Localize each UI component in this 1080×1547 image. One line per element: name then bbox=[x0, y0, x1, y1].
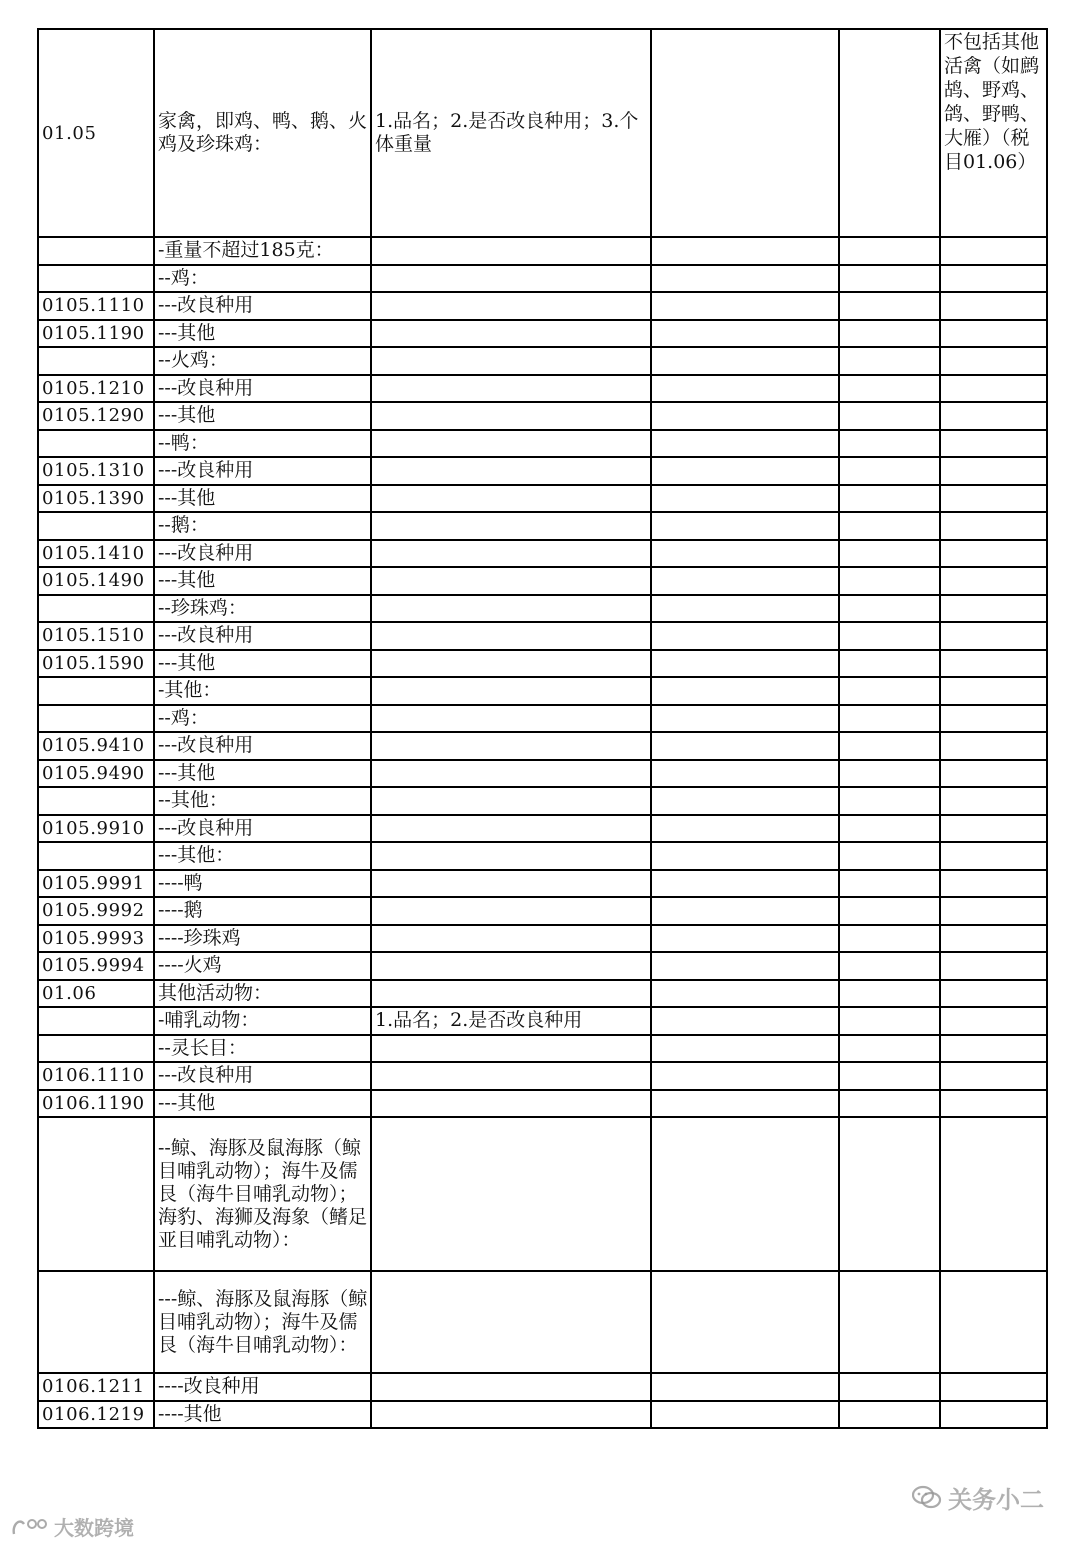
note-cell bbox=[940, 842, 1047, 870]
code-cell bbox=[38, 512, 154, 540]
empty-cell bbox=[839, 512, 940, 540]
table-row bbox=[38, 1271, 1047, 1373]
description-cell: ----其他 bbox=[154, 1401, 371, 1429]
declaration-elements-cell bbox=[371, 980, 651, 1008]
declaration-elements-cell: 1.品名；2.是否改良种用 bbox=[371, 1007, 651, 1035]
description-cell: 其他活动物： bbox=[154, 980, 371, 1008]
declaration-elements-cell bbox=[371, 870, 651, 898]
code-cell: 0106.1219 bbox=[38, 1401, 154, 1429]
note-cell bbox=[940, 705, 1047, 733]
note-cell bbox=[940, 1117, 1047, 1271]
declaration-elements-cell bbox=[371, 1271, 651, 1373]
table-row bbox=[38, 980, 1047, 1008]
empty-cell bbox=[839, 485, 940, 513]
table-row bbox=[38, 292, 1047, 320]
description-cell: ---改良种用 bbox=[154, 540, 371, 568]
brand-logo-icon bbox=[10, 1516, 50, 1538]
declaration-elements-cell bbox=[371, 705, 651, 733]
note-cell bbox=[940, 265, 1047, 293]
note-cell bbox=[940, 512, 1047, 540]
note-cell bbox=[940, 732, 1047, 760]
note-cell bbox=[940, 1401, 1047, 1429]
code-cell: 0105.1290 bbox=[38, 402, 154, 430]
code-cell bbox=[38, 237, 154, 265]
declaration-elements-cell bbox=[371, 897, 651, 925]
code-cell: 0105.9994 bbox=[38, 952, 154, 980]
empty-cell bbox=[651, 237, 839, 265]
note-cell bbox=[940, 1271, 1047, 1373]
empty-cell bbox=[839, 1117, 940, 1271]
empty-cell bbox=[651, 1062, 839, 1090]
description-cell: ---其他 bbox=[154, 320, 371, 348]
declaration-elements-cell bbox=[371, 292, 651, 320]
empty-cell bbox=[651, 787, 839, 815]
note-cell bbox=[940, 292, 1047, 320]
note-cell bbox=[940, 430, 1047, 458]
table-row bbox=[38, 705, 1047, 733]
table-row bbox=[38, 1062, 1047, 1090]
table-row bbox=[38, 1035, 1047, 1063]
table-row bbox=[38, 567, 1047, 595]
description-cell: --鸭： bbox=[154, 430, 371, 458]
empty-cell bbox=[839, 897, 940, 925]
code-cell: 0106.1110 bbox=[38, 1062, 154, 1090]
code-cell: 01.05 bbox=[38, 29, 154, 237]
declaration-elements-cell bbox=[371, 815, 651, 843]
note-cell bbox=[940, 1373, 1047, 1401]
table-row bbox=[38, 512, 1047, 540]
empty-cell bbox=[839, 292, 940, 320]
code-cell bbox=[38, 595, 154, 623]
description-cell: ----改良种用 bbox=[154, 1373, 371, 1401]
note-cell bbox=[940, 815, 1047, 843]
code-cell: 0105.9490 bbox=[38, 760, 154, 788]
code-cell bbox=[38, 347, 154, 375]
empty-cell bbox=[839, 29, 940, 237]
empty-cell bbox=[651, 265, 839, 293]
empty-cell bbox=[651, 29, 839, 237]
table-row bbox=[38, 375, 1047, 403]
description-cell: --灵长目： bbox=[154, 1035, 371, 1063]
watermark-left bbox=[10, 1512, 134, 1541]
note-cell bbox=[940, 457, 1047, 485]
note-cell bbox=[940, 897, 1047, 925]
description-cell: ---其他 bbox=[154, 760, 371, 788]
code-cell: 0105.1310 bbox=[38, 457, 154, 485]
description-cell: --珍珠鸡： bbox=[154, 595, 371, 623]
code-cell bbox=[38, 842, 154, 870]
declaration-elements-cell bbox=[371, 732, 651, 760]
declaration-elements-cell bbox=[371, 677, 651, 705]
table-row bbox=[38, 540, 1047, 568]
empty-cell bbox=[839, 870, 940, 898]
note-cell bbox=[940, 540, 1047, 568]
description-cell: --鹅： bbox=[154, 512, 371, 540]
note-cell bbox=[940, 1035, 1047, 1063]
table-row bbox=[38, 347, 1047, 375]
empty-cell bbox=[839, 705, 940, 733]
empty-cell bbox=[839, 787, 940, 815]
note-cell bbox=[940, 760, 1047, 788]
code-cell bbox=[38, 430, 154, 458]
empty-cell bbox=[651, 457, 839, 485]
empty-cell bbox=[651, 1401, 839, 1429]
code-cell: 0106.1190 bbox=[38, 1090, 154, 1118]
table-row bbox=[38, 732, 1047, 760]
description-cell: ---其他 bbox=[154, 567, 371, 595]
description-cell: -哺乳动物： bbox=[154, 1007, 371, 1035]
empty-cell bbox=[839, 347, 940, 375]
table-row bbox=[38, 1117, 1047, 1271]
empty-cell bbox=[651, 1090, 839, 1118]
table-row bbox=[38, 457, 1047, 485]
empty-cell bbox=[651, 732, 839, 760]
table-row bbox=[38, 265, 1047, 293]
table-row bbox=[38, 815, 1047, 843]
tariff-table bbox=[37, 28, 1048, 1429]
empty-cell bbox=[651, 402, 839, 430]
empty-cell bbox=[839, 1090, 940, 1118]
note-cell bbox=[940, 320, 1047, 348]
code-cell: 0105.1490 bbox=[38, 567, 154, 595]
code-cell: 0105.9993 bbox=[38, 925, 154, 953]
code-cell: 0105.9991 bbox=[38, 870, 154, 898]
table-row bbox=[38, 29, 1047, 237]
declaration-elements-cell bbox=[371, 925, 651, 953]
description-cell: -重量不超过185克： bbox=[154, 237, 371, 265]
table-row bbox=[38, 1007, 1047, 1035]
empty-cell bbox=[839, 650, 940, 678]
empty-cell bbox=[839, 760, 940, 788]
table-row bbox=[38, 842, 1047, 870]
empty-cell bbox=[651, 430, 839, 458]
note-cell bbox=[940, 237, 1047, 265]
note-cell bbox=[940, 1007, 1047, 1035]
empty-cell bbox=[651, 925, 839, 953]
declaration-elements-cell bbox=[371, 952, 651, 980]
code-cell: 0105.9410 bbox=[38, 732, 154, 760]
table-row bbox=[38, 320, 1047, 348]
declaration-elements-cell bbox=[371, 787, 651, 815]
description-cell: ---其他 bbox=[154, 650, 371, 678]
code-cell bbox=[38, 677, 154, 705]
empty-cell bbox=[839, 457, 940, 485]
declaration-elements-cell bbox=[371, 457, 651, 485]
empty-cell bbox=[839, 1373, 940, 1401]
table-row bbox=[38, 485, 1047, 513]
note-cell bbox=[940, 787, 1047, 815]
empty-cell bbox=[651, 540, 839, 568]
watermark-left-text: 大数跨境 bbox=[54, 1516, 134, 1540]
declaration-elements-cell bbox=[371, 237, 651, 265]
code-cell bbox=[38, 787, 154, 815]
note-cell bbox=[940, 925, 1047, 953]
empty-cell bbox=[839, 952, 940, 980]
empty-cell bbox=[839, 1062, 940, 1090]
declaration-elements-cell bbox=[371, 402, 651, 430]
empty-cell bbox=[651, 952, 839, 980]
table-row bbox=[38, 595, 1047, 623]
note-cell bbox=[940, 375, 1047, 403]
empty-cell bbox=[839, 402, 940, 430]
empty-cell bbox=[839, 1271, 940, 1373]
declaration-elements-cell: 1.品名；2.是否改良种用；3.个体重量 bbox=[371, 29, 651, 237]
code-cell: 0106.1211 bbox=[38, 1373, 154, 1401]
empty-cell bbox=[839, 540, 940, 568]
description-cell: ---改良种用 bbox=[154, 457, 371, 485]
note-cell bbox=[940, 595, 1047, 623]
empty-cell bbox=[651, 705, 839, 733]
table-row bbox=[38, 1401, 1047, 1429]
declaration-elements-cell bbox=[371, 760, 651, 788]
tariff-table-body bbox=[38, 29, 1047, 1428]
empty-cell bbox=[839, 430, 940, 458]
code-cell: 0105.1210 bbox=[38, 375, 154, 403]
empty-cell bbox=[839, 925, 940, 953]
code-cell: 0105.1510 bbox=[38, 622, 154, 650]
declaration-elements-cell bbox=[371, 842, 651, 870]
note-cell bbox=[940, 485, 1047, 513]
declaration-elements-cell bbox=[371, 1062, 651, 1090]
empty-cell bbox=[839, 622, 940, 650]
declaration-elements-cell bbox=[371, 1373, 651, 1401]
code-cell bbox=[38, 1035, 154, 1063]
empty-cell bbox=[651, 485, 839, 513]
description-cell: ---改良种用 bbox=[154, 375, 371, 403]
code-cell bbox=[38, 1117, 154, 1271]
description-cell: ---其他 bbox=[154, 402, 371, 430]
empty-cell bbox=[651, 842, 839, 870]
empty-cell bbox=[651, 595, 839, 623]
description-cell: --鸡： bbox=[154, 265, 371, 293]
empty-cell bbox=[839, 1007, 940, 1035]
description-cell: ---其他： bbox=[154, 842, 371, 870]
empty-cell bbox=[651, 815, 839, 843]
table-row bbox=[38, 677, 1047, 705]
table-row bbox=[38, 650, 1047, 678]
table-row bbox=[38, 237, 1047, 265]
code-cell bbox=[38, 1007, 154, 1035]
description-cell: ---鲸、海豚及鼠海豚（鲸目哺乳动物）；海牛及儒艮（海牛目哺乳动物）： bbox=[154, 1271, 371, 1373]
description-cell: --鲸、海豚及鼠海豚（鲸目哺乳动物）；海牛及儒艮（海牛目哺乳动物）；海豹、海狮及海象（鳍足亚目哺乳动物）： bbox=[154, 1117, 371, 1271]
code-cell bbox=[38, 1271, 154, 1373]
empty-cell bbox=[839, 237, 940, 265]
declaration-elements-cell bbox=[371, 347, 651, 375]
declaration-elements-cell bbox=[371, 540, 651, 568]
declaration-elements-cell bbox=[371, 567, 651, 595]
table-row bbox=[38, 787, 1047, 815]
table-row bbox=[38, 925, 1047, 953]
empty-cell bbox=[651, 870, 839, 898]
note-cell: 不包括其他活禽（如鹧鸪、野鸡、鸽、野鸭、大雁）（税目01.06） bbox=[940, 29, 1047, 237]
empty-cell bbox=[651, 980, 839, 1008]
code-cell: 0105.1110 bbox=[38, 292, 154, 320]
description-cell: -其他： bbox=[154, 677, 371, 705]
declaration-elements-cell bbox=[371, 430, 651, 458]
description-cell: ----鸭 bbox=[154, 870, 371, 898]
empty-cell bbox=[839, 732, 940, 760]
code-cell: 0105.1410 bbox=[38, 540, 154, 568]
code-cell: 01.06 bbox=[38, 980, 154, 1008]
empty-cell bbox=[651, 1373, 839, 1401]
empty-cell bbox=[651, 1007, 839, 1035]
declaration-elements-cell bbox=[371, 1401, 651, 1429]
empty-cell bbox=[839, 320, 940, 348]
empty-cell bbox=[651, 1035, 839, 1063]
description-cell: ----珍珠鸡 bbox=[154, 925, 371, 953]
empty-cell bbox=[651, 567, 839, 595]
declaration-elements-cell bbox=[371, 650, 651, 678]
declaration-elements-cell bbox=[371, 375, 651, 403]
note-cell bbox=[940, 870, 1047, 898]
code-cell: 0105.1190 bbox=[38, 320, 154, 348]
code-cell: 0105.9992 bbox=[38, 897, 154, 925]
note-cell bbox=[940, 347, 1047, 375]
empty-cell bbox=[651, 320, 839, 348]
description-cell: 家禽，即鸡、鸭、鹅、火鸡及珍珠鸡： bbox=[154, 29, 371, 237]
declaration-elements-cell bbox=[371, 1117, 651, 1271]
empty-cell bbox=[651, 1271, 839, 1373]
code-cell: 0105.1590 bbox=[38, 650, 154, 678]
table-row bbox=[38, 952, 1047, 980]
declaration-elements-cell bbox=[371, 595, 651, 623]
description-cell: --火鸡： bbox=[154, 347, 371, 375]
declaration-elements-cell bbox=[371, 265, 651, 293]
empty-cell bbox=[839, 980, 940, 1008]
note-cell bbox=[940, 1062, 1047, 1090]
description-cell: ---改良种用 bbox=[154, 732, 371, 760]
note-cell bbox=[940, 1090, 1047, 1118]
empty-cell bbox=[839, 265, 940, 293]
empty-cell bbox=[651, 622, 839, 650]
empty-cell bbox=[839, 1401, 940, 1429]
note-cell bbox=[940, 677, 1047, 705]
description-cell: ---改良种用 bbox=[154, 292, 371, 320]
note-cell bbox=[940, 952, 1047, 980]
note-cell bbox=[940, 650, 1047, 678]
description-cell: ---其他 bbox=[154, 1090, 371, 1118]
declaration-elements-cell bbox=[371, 622, 651, 650]
empty-cell bbox=[839, 595, 940, 623]
declaration-elements-cell bbox=[371, 1090, 651, 1118]
declaration-elements-cell bbox=[371, 485, 651, 513]
code-cell bbox=[38, 265, 154, 293]
code-cell bbox=[38, 705, 154, 733]
empty-cell bbox=[651, 650, 839, 678]
declaration-elements-cell bbox=[371, 1035, 651, 1063]
empty-cell bbox=[839, 677, 940, 705]
empty-cell bbox=[839, 1035, 940, 1063]
table-row bbox=[38, 430, 1047, 458]
empty-cell bbox=[651, 677, 839, 705]
empty-cell bbox=[651, 375, 839, 403]
note-cell bbox=[940, 980, 1047, 1008]
empty-cell bbox=[651, 512, 839, 540]
watermark-right-text: 关务小二 bbox=[948, 1486, 1044, 1514]
table-row bbox=[38, 1090, 1047, 1118]
empty-cell bbox=[839, 842, 940, 870]
empty-cell bbox=[839, 815, 940, 843]
code-cell: 0105.9910 bbox=[38, 815, 154, 843]
table-row bbox=[38, 622, 1047, 650]
description-cell: ----鹅 bbox=[154, 897, 371, 925]
description-cell: ---改良种用 bbox=[154, 622, 371, 650]
note-cell bbox=[940, 567, 1047, 595]
code-cell: 0105.1390 bbox=[38, 485, 154, 513]
table-row bbox=[38, 870, 1047, 898]
table-row bbox=[38, 402, 1047, 430]
declaration-elements-cell bbox=[371, 512, 651, 540]
description-cell: ---其他 bbox=[154, 485, 371, 513]
table-row bbox=[38, 897, 1047, 925]
description-cell: ----火鸡 bbox=[154, 952, 371, 980]
note-cell bbox=[940, 622, 1047, 650]
watermark-right bbox=[912, 1480, 1044, 1515]
wechat-icon bbox=[912, 1485, 942, 1511]
description-cell: --其他： bbox=[154, 787, 371, 815]
table-row bbox=[38, 760, 1047, 788]
note-cell bbox=[940, 402, 1047, 430]
description-cell: ---改良种用 bbox=[154, 1062, 371, 1090]
empty-cell bbox=[651, 760, 839, 788]
empty-cell bbox=[651, 897, 839, 925]
empty-cell bbox=[651, 292, 839, 320]
empty-cell bbox=[651, 1117, 839, 1271]
table-row bbox=[38, 1373, 1047, 1401]
empty-cell bbox=[839, 567, 940, 595]
empty-cell bbox=[651, 347, 839, 375]
description-cell: --鸡： bbox=[154, 705, 371, 733]
declaration-elements-cell bbox=[371, 320, 651, 348]
empty-cell bbox=[839, 375, 940, 403]
description-cell: ---改良种用 bbox=[154, 815, 371, 843]
